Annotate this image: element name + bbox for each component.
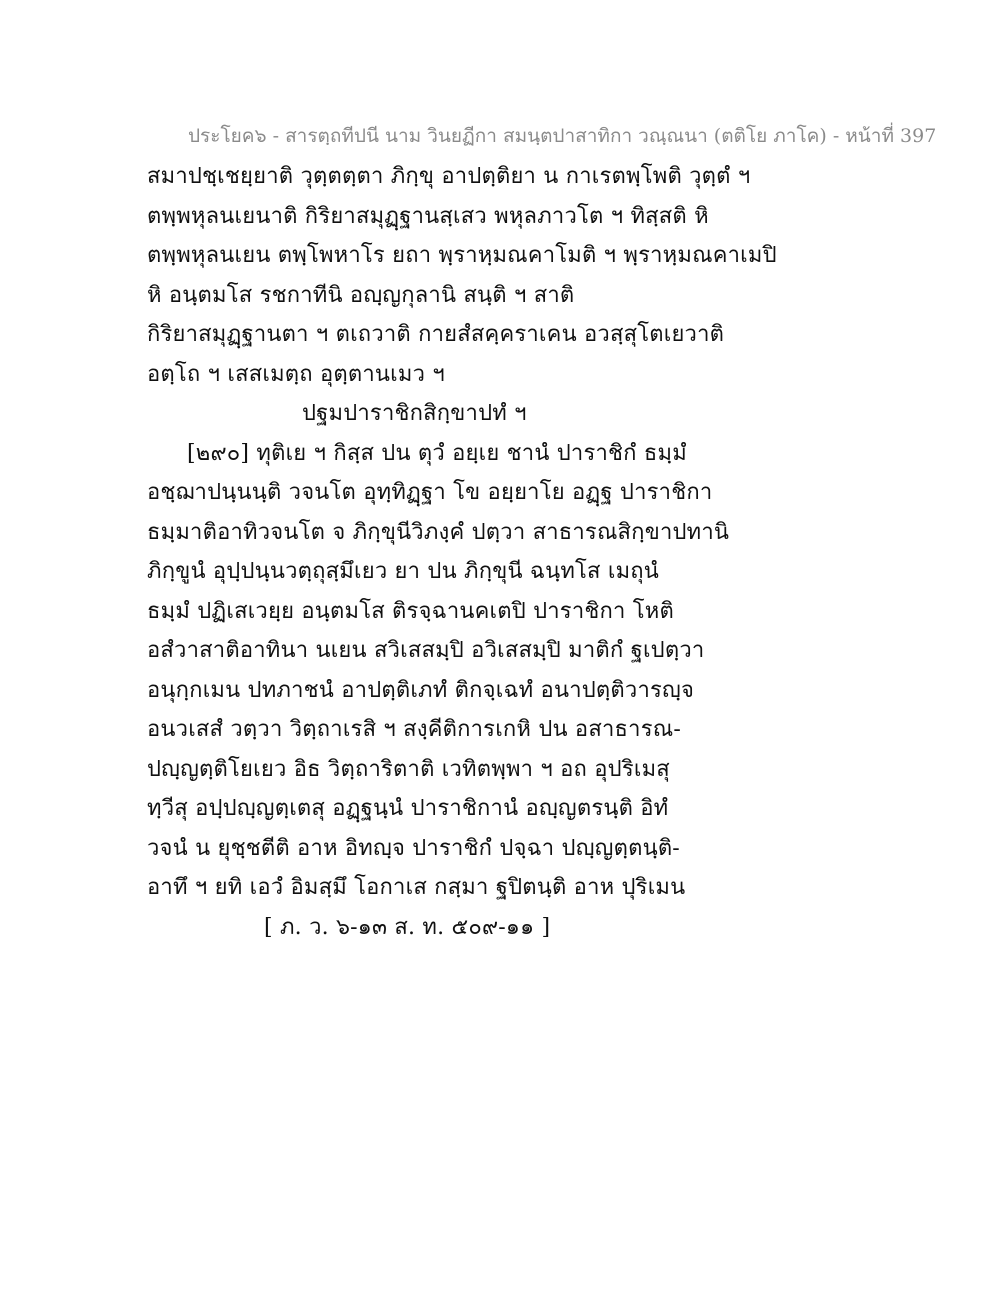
text-line: อสํวาสาติอาทินา นเยน สวิเสสมฺปิ อวิเสสมฺปิ มาติกํ ฐเปตฺวา bbox=[147, 638, 705, 663]
paragraph-start-line: [๒๙๐] ทุติเย ฯ กิสฺส ปน ตุวํ อยฺเย ชานํ ปาราชิกํ ธมฺมํ bbox=[187, 440, 687, 466]
text-line: ธมฺมํ ปฏิเสเวยฺย อนฺตมโส ติรจฺฉานคเตปิ ปาราชิกา โหติ bbox=[147, 598, 674, 624]
text-line: ตพฺพหุลนเยน ตพฺโพหาโร ยถา พฺราหฺมณคาโมติ ฯ พฺราหฺมณคาเมปิ bbox=[147, 243, 777, 268]
text-line: ตพฺพหุลนเยนาติ กิริยาสมุฏฺฐานสฺเสว พหุลภาวโต ฯ ทิสฺสติ หิ bbox=[147, 203, 709, 229]
text-line: อตฺโถ ฯ เสสเมตฺถ อุตฺตานเมว ฯ bbox=[147, 361, 445, 387]
text-line: ภิกฺขูนํ อุปฺปนฺนวตฺถุสฺมึเยว ยา ปน ภิกฺขุนี ฉนฺทโส เมถุนํ bbox=[147, 559, 660, 584]
text-line: อนวเสสํ วตฺวา วิตฺถาเรสิ ฯ สงฺคีติการเกหิ ปน อสาธารณ- bbox=[147, 717, 681, 742]
text-line: วจนํ น ยุชฺชตีติ อาห อิทญฺจ ปาราชิกํ ปจฺฉา ปญฺญตฺตนฺติ- bbox=[147, 835, 680, 861]
text-line: กิริยาสมุฏฺฐานตา ฯ ตเถวาติ กายสํสคฺคราเคน อวสฺสุโตเยวาติ bbox=[147, 322, 725, 347]
text-line: อชฺฌาปนฺนนฺติ วจนโต อุทฺทิฏฺฐา โข อยฺยาโย อฏฺฐ ปาราชิกา bbox=[147, 480, 713, 505]
page-body bbox=[147, 157, 947, 947]
text-line: สมาปชฺเชยฺยาติ วุตฺตตฺตา ภิกฺขุ อาปตฺติยา น กาเรตพฺโพติ วุตฺตํ ฯ bbox=[147, 164, 751, 189]
text-line: ปญฺญตฺติโยเยว อิธ วิตฺถาริตาติ เวทิตพฺพา ฯ อถ อุปริเมสุ bbox=[147, 756, 670, 782]
page-header: ประโยค๖ - สารตฺถทีปนี นาม วินยฏีกา สมนฺตปาสาทิกา วณฺณนา (ตติโย ภาโค) - หน้าที่ 397 bbox=[188, 125, 937, 147]
text-line: อนุกฺกเมน ปทภาชนํ อาปตฺติเภทํ ติกจฺเฉทํ อนาปตฺติวารญฺจ bbox=[147, 677, 695, 703]
reference-citation: [ ภ. ว. ๖-๑๓ ส. ท. ๕๐๙-๑๑ ] bbox=[264, 914, 551, 940]
text-line: อาทึ ฯ ยทิ เอวํ อิมสฺมึ โอกาเส กสฺมา ฐปิตนฺติ อาห ปุริเมน bbox=[147, 875, 686, 900]
text-line: หิ อนฺตมโส รชกาทีนิ อญฺญกุลานิ สนฺติ ฯ สาติ bbox=[147, 282, 575, 308]
text-line: ธมฺมาติอาทิวจนโต จ ภิกฺขุนีวิภงฺคํ ปตฺวา สาธารณสิกฺขาปทานิ bbox=[147, 519, 730, 545]
section-title: ปฐมปาราชิกสิกฺขาปทํ ฯ bbox=[302, 401, 527, 426]
text-line: ทฺวีสุ อปฺปญฺญตฺเตสุ อฏฺฐนฺนํ ปาราชิกานํ อญฺญตรนฺติ อิทํ bbox=[147, 796, 669, 821]
